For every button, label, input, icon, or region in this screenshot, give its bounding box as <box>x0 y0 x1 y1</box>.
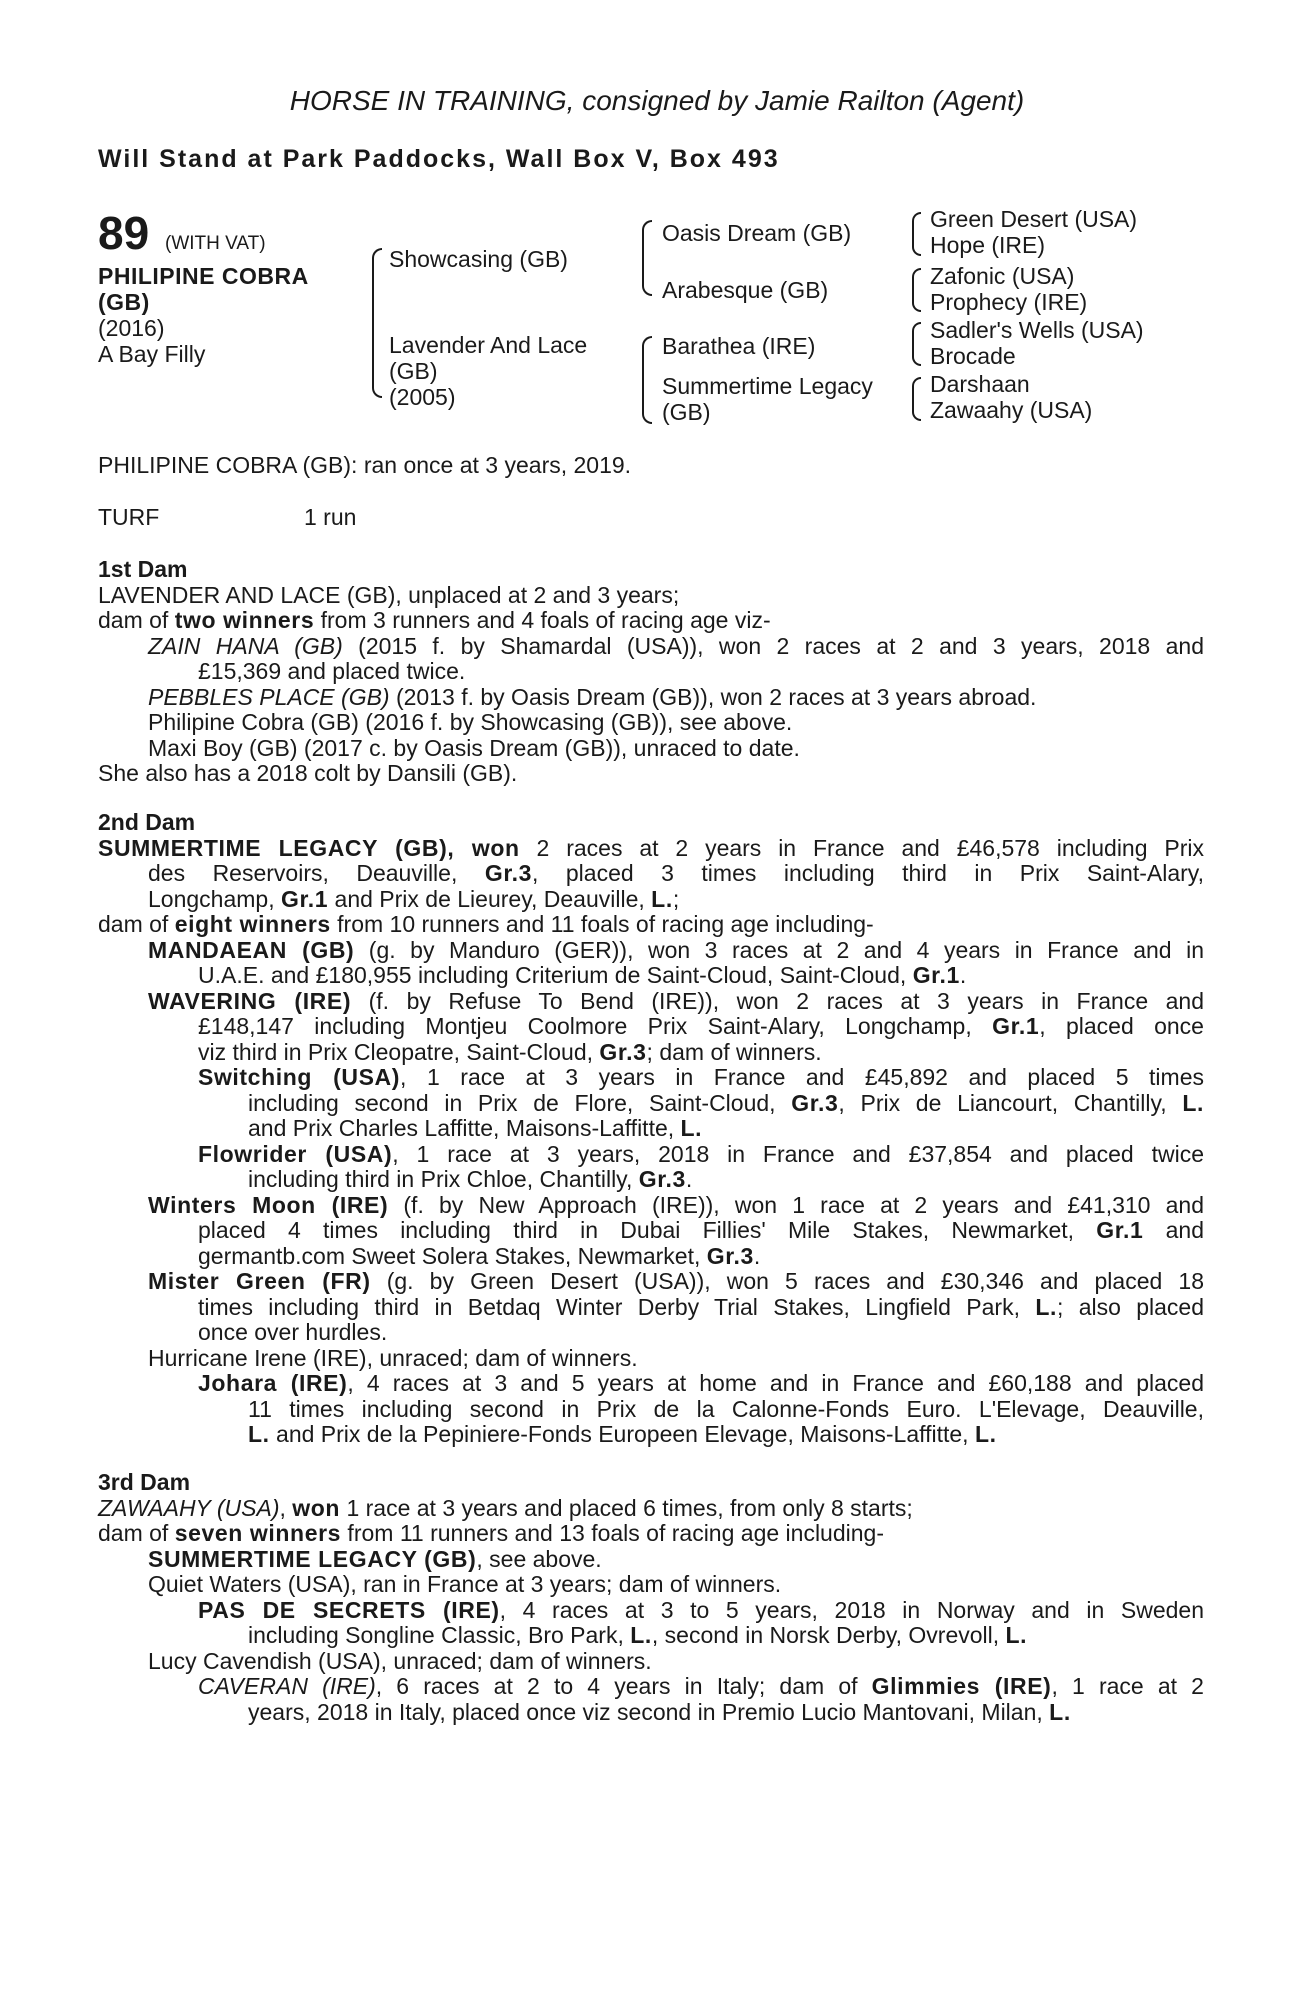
pedigree-dam-dam-origin: (GB) <box>662 399 711 425</box>
dam-produce-summary: dam of two winners from 3 runners and 4 foals of racing age viz- <box>98 607 771 633</box>
dam-produce-summary: dam of eight winners from 10 runners and 11 foals of racing age including- <box>98 911 874 937</box>
produce-entry: PAS DE SECRETS (IRE), 4 races at 3 to 5 years, 2018 in Norway and in Sweden <box>198 1596 1204 1623</box>
pedigree-sds: Zafonic (USA) <box>930 263 1075 289</box>
first-dam-section <box>98 557 1204 787</box>
stand-location: Will Stand at Park Paddocks, Wall Box V, Box 493 <box>98 145 780 173</box>
turf-record: 1 run <box>304 504 357 530</box>
turf-label: TURF <box>98 504 160 530</box>
pedigree-dam-sire: Barathea (IRE) <box>662 333 816 359</box>
section-heading: 2nd Dam <box>98 809 196 835</box>
pedigree-dam: Lavender And Lace <box>389 332 588 358</box>
produce-entry-cont: times including third in Betdaq Winter Derby Trial Stakes, Lingfield Park, L.; also placed <box>198 1293 1205 1320</box>
produce-entry-cont: once over hurdles. <box>198 1319 388 1345</box>
pedigree-brace <box>642 220 652 296</box>
horse-description: A Bay Filly <box>98 341 206 367</box>
produce-entry: WAVERING (IRE) (f. by Refuse To Bend (IRE)), won 2 races at 3 years in France and <box>148 987 1204 1014</box>
section-heading: 1st Dam <box>98 556 188 582</box>
produce-entry: Hurricane Irene (IRE), unraced; dam of winners. <box>148 1344 638 1371</box>
catalogue-header: HORSE IN TRAINING, consigned by Jamie Railton (Agent) <box>289 85 1025 116</box>
dam-line: ZAWAAHY (USA), won 1 race at 3 years and placed 6 times, from only 8 starts; <box>98 1494 913 1521</box>
dam-line: SUMMERTIME LEGACY (GB), won 2 races at 2 years in France and £46,578 including Prix <box>98 834 1205 861</box>
foaling-year: (2016) <box>98 315 165 341</box>
produce-entry: ZAIN HANA (GB) (2015 f. by Shamardal (USA)), won 2 races at 2 and 3 years, 2018 and <box>148 632 1204 659</box>
produce-entry-cont: including Songline Classic, Bro Park, L., second in Norsk Derby, Ovrevoll, L. <box>248 1622 1028 1648</box>
produce-entry: SUMMERTIME LEGACY (GB), see above. <box>148 1545 602 1572</box>
pedigree-ddd: Zawaahy (USA) <box>930 397 1093 423</box>
horse-name: PHILIPINE COBRA <box>98 263 309 289</box>
pedigree-sire: Showcasing (GB) <box>389 246 568 272</box>
produce-entry-cont: L. and Prix de la Pepiniere-Fonds Europeen Elevage, Maisons-Laffitte, L. <box>248 1421 997 1447</box>
produce-entry: Philipine Cobra (GB) (2016 f. by Showcasing (GB)), see above. <box>148 709 793 735</box>
pedigree-dds: Darshaan <box>930 371 1030 397</box>
pedigree-sire-sire: Oasis Dream (GB) <box>662 220 852 246</box>
pedigree-dam-origin: (GB) <box>389 358 438 384</box>
produce-entry: PEBBLES PLACE (GB) (2013 f. by Oasis Dream (GB)), won 2 races at 3 years abroad. <box>148 683 1037 710</box>
pedigree-brace <box>912 268 921 312</box>
pedigree-dam-dam: Summertime Legacy <box>662 373 873 399</box>
produce-entry-cont: and Prix Charles Laffitte, Maisons-Laffitte, L. <box>248 1115 703 1141</box>
pedigree-brace <box>372 248 382 398</box>
produce-entry-cont: years, 2018 in Italy, placed once viz second in Premio Lucio Mantovani, Milan, L. <box>248 1698 1071 1725</box>
produce-entry: Winters Moon (IRE) (f. by New Approach (IRE)), won 1 race at 2 years and £41,310 and <box>148 1191 1204 1218</box>
produce-entry: Flowrider (USA), 1 race at 3 years, 2018 in France and £37,854 and placed twice <box>198 1140 1204 1167</box>
dam-line-cont: Longchamp, Gr.1 and Prix de Lieurey, Deauville, L.; <box>148 885 680 912</box>
dam-line-cont: des Reservoirs, Deauville, Gr.3, placed 3 times including third in Prix Saint-Alary, <box>148 860 1204 886</box>
pedigree-brace <box>912 212 921 256</box>
dam-line: LAVENDER AND LACE (GB), unplaced at 2 and 3 years; <box>98 581 680 608</box>
dam-note: She also has a 2018 colt by Dansili (GB). <box>98 760 518 786</box>
pedigree-dsd: Brocade <box>930 343 1016 369</box>
pedigree-sire-dam: Arabesque (GB) <box>662 277 829 303</box>
produce-entry: CAVERAN (IRE), 6 races at 2 to 4 years in Italy; dam of Glimmies (IRE), 1 race at 2 <box>198 1673 1204 1699</box>
pedigree-sdd: Prophecy (IRE) <box>930 289 1088 315</box>
pedigree-ssd: Hope (IRE) <box>930 232 1046 258</box>
produce-entry: MANDAEAN (GB) (g. by Manduro (GER)), won 3 races at 2 and 4 years in France and in <box>148 936 1204 963</box>
produce-entry-cont: U.A.E. and £180,955 including Criterium de Saint-Cloud, Saint-Cloud, Gr.1. <box>198 962 967 988</box>
produce-entry-cont: 11 times including second in Prix de la Calonne-Fonds Euro. L'Elevage, Deauville, <box>248 1395 1204 1422</box>
lot-number: 89 <box>98 207 150 259</box>
dam-produce-summary: dam of seven winners from 11 runners and 13 foals of racing age including- <box>98 1520 884 1546</box>
produce-entry: Johara (IRE), 4 races at 3 and 5 years at home and in France and £60,188 and placed <box>198 1370 1204 1396</box>
vat-note: (WITH VAT) <box>165 233 266 254</box>
pedigree-brace <box>912 377 921 421</box>
pedigree-brace <box>642 336 652 424</box>
horse-origin: (GB) <box>98 289 150 315</box>
produce-entry-cont: £15,369 and placed twice. <box>198 658 466 684</box>
third-dam-section <box>98 1470 1204 1725</box>
produce-entry-cont: including second in Prix de Flore, Saint-Cloud, Gr.3, Prix de Liancourt, Chantilly, L. <box>248 1089 1205 1116</box>
produce-entry: Maxi Boy (GB) (2017 c. by Oasis Dream (GB)), unraced to date. <box>148 734 800 761</box>
pedigree-dam-year: (2005) <box>389 384 456 410</box>
produce-entry: Switching (USA), 1 race at 3 years in France and £45,892 and placed 5 times <box>198 1064 1204 1090</box>
produce-entry-cont: germantb.com Sweet Solera Stakes, Newmarket, Gr.3. <box>198 1242 761 1269</box>
pedigree-dss: Sadler's Wells (USA) <box>930 317 1144 343</box>
produce-entry-cont: placed 4 times including third in Dubai Fillies' Mile Stakes, Newmarket, Gr.1 and <box>198 1217 1205 1243</box>
pedigree-brace <box>912 322 921 366</box>
produce-entry-cont: including third in Prix Chloe, Chantilly, Gr.3. <box>248 1166 693 1192</box>
produce-entry: Mister Green (FR) (g. by Green Desert (USA)), won 5 races and £30,346 and placed 18 <box>148 1268 1204 1294</box>
second-dam-section <box>98 810 1204 1448</box>
produce-entry-cont: viz third in Prix Cleopatre, Saint-Cloud, Gr.3; dam of winners. <box>198 1038 822 1065</box>
produce-entry: Lucy Cavendish (USA), unraced; dam of winners. <box>148 1647 652 1674</box>
pedigree-sss: Green Desert (USA) <box>930 206 1138 232</box>
section-heading: 3rd Dam <box>98 1469 191 1495</box>
produce-entry-cont: £148,147 including Montjeu Coolmore Prix Saint-Alary, Longchamp, Gr.1, placed once <box>198 1013 1204 1039</box>
race-summary: PHILIPINE COBRA (GB): ran once at 3 years, 2019. <box>98 452 632 478</box>
produce-entry: Quiet Waters (USA), ran in France at 3 years; dam of winners. <box>148 1571 782 1597</box>
